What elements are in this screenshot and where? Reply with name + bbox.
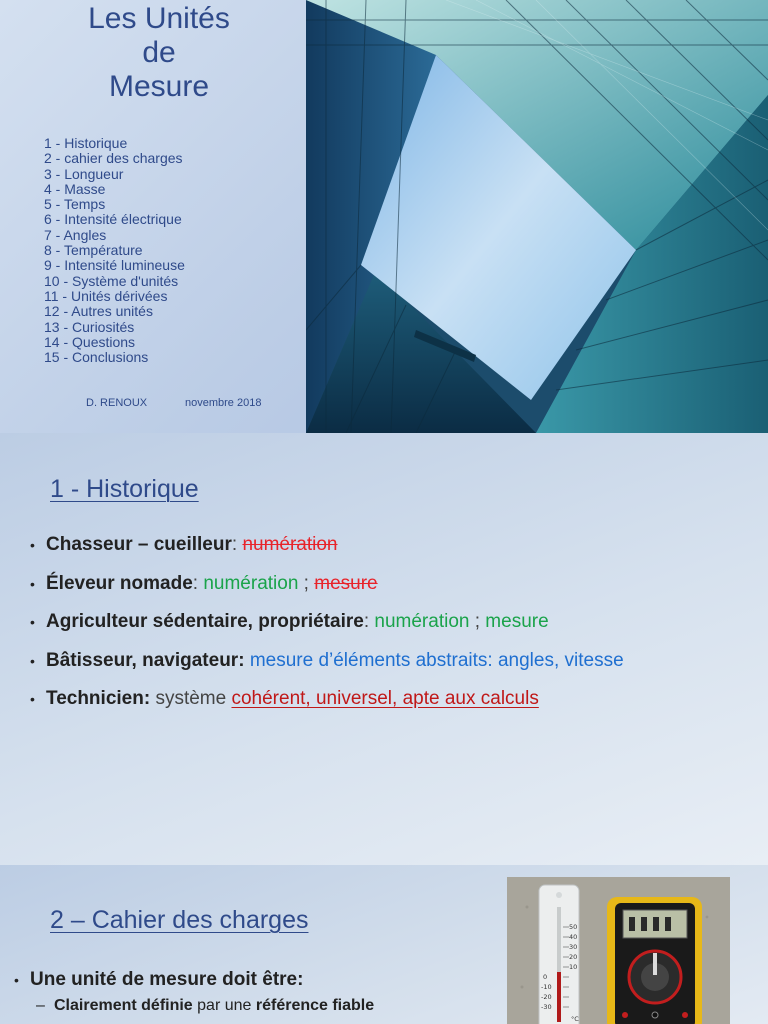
toc-item: 13 - Curiosités bbox=[44, 318, 135, 335]
bullet-item: • Une unité de mesure doit être: bbox=[14, 969, 304, 990]
glass-building-photo bbox=[306, 0, 768, 433]
dash-icon: – bbox=[36, 997, 45, 1014]
presentation-date: novembre 2018 bbox=[185, 397, 262, 409]
cahier-des-charges-slide bbox=[0, 865, 768, 1024]
bullet-dot-icon: • bbox=[30, 691, 35, 708]
bullet-dot-icon: • bbox=[30, 575, 35, 592]
table-of-contents bbox=[44, 136, 185, 365]
slide-title: 1 - Historique bbox=[50, 475, 199, 503]
toc-item: 9 - Intensité lumineuse bbox=[44, 257, 185, 274]
thermo-tick-label: -10 bbox=[541, 983, 552, 991]
author-name: D. RENOUX bbox=[86, 397, 148, 409]
title-slide bbox=[0, 0, 768, 433]
toc-item: 7 - Angles bbox=[44, 226, 107, 243]
thermo-tick-label: -30 bbox=[541, 1003, 552, 1011]
bullet-item: • Chasseur – cueilleur: numération bbox=[30, 534, 338, 555]
bullet-dot-icon: • bbox=[30, 652, 35, 669]
sub-bullet-item: – Clairement définie par une référence fiable bbox=[36, 997, 375, 1014]
thermo-tick-label: 0 bbox=[543, 973, 548, 981]
toc-item: 3 - Longueur bbox=[44, 165, 124, 182]
toc-item: 2 - cahier des charges bbox=[44, 150, 183, 167]
presentation-title: Les Unités de Mesure bbox=[88, 2, 230, 103]
toc-item: 8 - Température bbox=[44, 242, 143, 259]
toc-item: 6 - Intensité électrique bbox=[44, 211, 182, 228]
bullet-dot-icon: • bbox=[14, 972, 19, 988]
bullet-item: • Bâtisseur, navigateur: mesure d’éléments abstraits: angles, vitesse bbox=[30, 649, 624, 671]
toc-item: 12 - Autres unités bbox=[44, 303, 153, 320]
thermo-tick-label: 30 bbox=[569, 943, 578, 951]
thermo-tick-label: -20 bbox=[541, 993, 552, 1001]
toc-item: 11 - Unités dérivées bbox=[44, 287, 168, 304]
toc-item: 4 - Masse bbox=[44, 180, 106, 197]
toc-item: 1 - Historique bbox=[44, 135, 128, 151]
thermo-tick-label: 20 bbox=[569, 953, 578, 961]
bullet-item: • Agriculteur sédentaire, propriétaire: numération ; mesure bbox=[30, 611, 549, 633]
thermo-tick-label: 50 bbox=[569, 923, 578, 931]
slide-title: 2 – Cahier des charges bbox=[50, 906, 309, 934]
bullet-item: • Éleveur nomade: numération ; mesure bbox=[30, 572, 378, 594]
toc-item: 10 - Système d'unités bbox=[44, 272, 179, 289]
thermo-tick-label: 40 bbox=[569, 933, 578, 941]
thermo-unit-label: °C bbox=[571, 1015, 579, 1023]
bullet-item: • Technicien: système cohérent, universel, apte aux calculs bbox=[30, 688, 539, 710]
toc-item: 15 - Conclusions bbox=[44, 349, 149, 366]
toc-item: 14 - Questions bbox=[44, 333, 136, 350]
bullet-dot-icon: • bbox=[30, 614, 35, 631]
thermometer-multimeter-photo bbox=[507, 877, 730, 1024]
bullet-dot-icon: • bbox=[30, 537, 35, 553]
historique-slide bbox=[0, 433, 768, 865]
bullet-list bbox=[30, 533, 624, 726]
toc-item: 5 - Temps bbox=[44, 196, 106, 213]
thermo-tick-label: 10 bbox=[569, 963, 578, 971]
